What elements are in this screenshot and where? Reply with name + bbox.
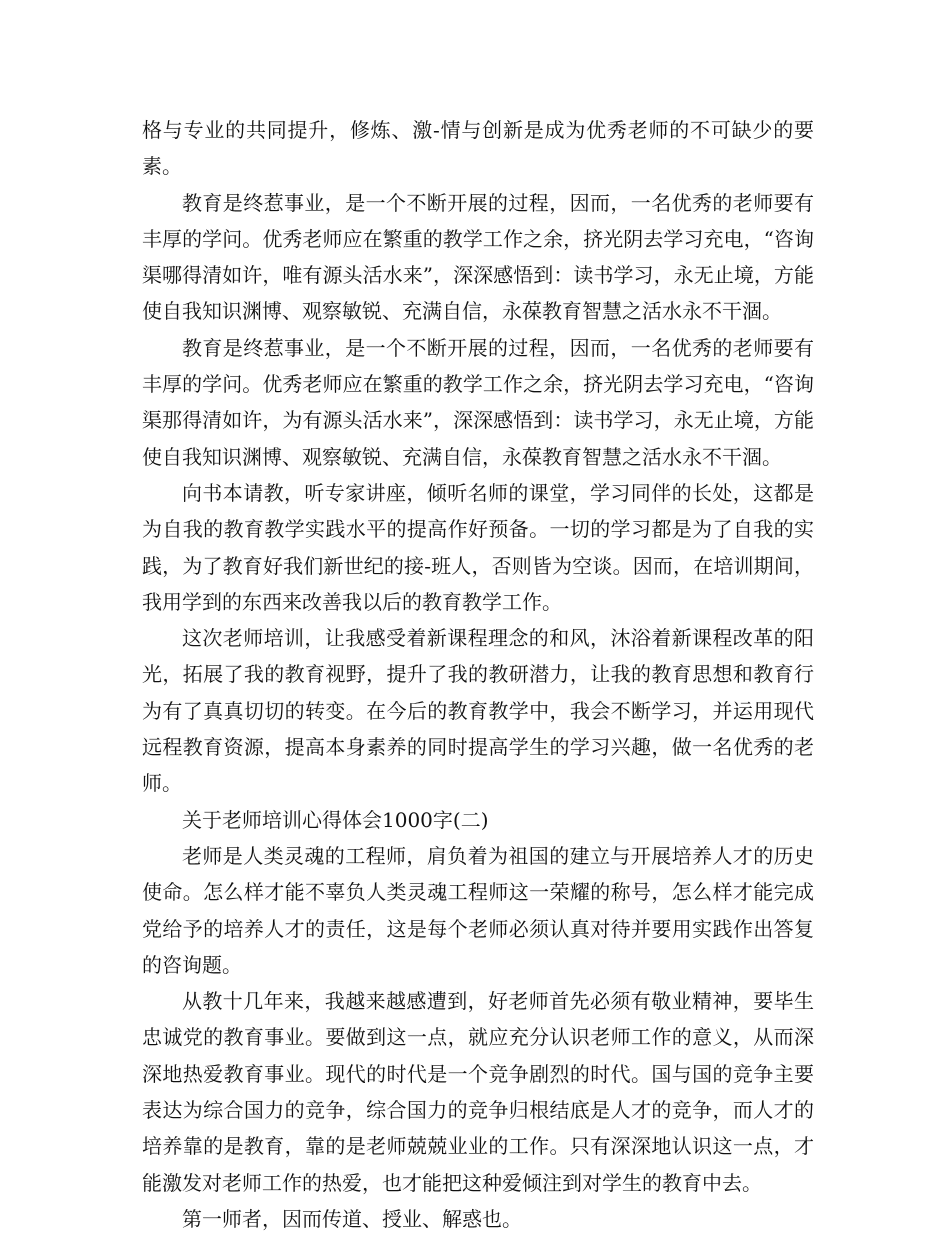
paragraph-continuation: 格与专业的共同提升，修炼、激-情与创新是成为优秀老师的不可缺少的要素。 [142,118,814,179]
section-heading: 关于老师培训心得体会1000字(二) [182,807,489,832]
paragraph: 第一师者，因而传道、授业、解惑也。 [182,1206,522,1231]
paragraph: 从教十几年来，我越来越感遭到，好老师首先必须有敬业精神，要毕生忠诚党的教育事业。要做到这一点，就应充分认识老师工作的意义，从而深深地热爱教育事业。现代的时代是一个竞争剧烈的时代。国与国的竞争主要表达为综合国力的竞争，综合国力的竞争归根结底是人才的竞争，而人才的培养靠的是教育，靠的是老师兢兢业业的工作。只有深深地认识这一点，才能激发对老师工作的热爱，也才能把这种爱倾注到对学生的教育中去。 [142,989,814,1195]
paragraph: 教育是终惹事业，是一个不断开展的过程，因而，一名优秀的老师要有丰厚的学问。优秀老师应在繁重的教学工作之余，挤光阴去学习充电，“咨询渠那得清如许，为有源头活水来”，深深感悟到：读书学习，永无止境，方能使自我知识渊博、观察敏锐、充满自信，永葆教育智慧之活水永不干涸。 [142,335,814,469]
paragraph: 向书本请教，听专家讲座，倾听名师的课堂，学习同伴的长处，这都是为自我的教育教学实践水平的提高作好预备。一切的学习都是为了自我的实践，为了教育好我们新世纪的接-班人，否则皆为空谈。因而，在培训期间，我用学到的东西来改善我以后的教育教学工作。 [142,480,814,614]
paragraph: 教育是终惹事业，是一个不断开展的过程，因而，一名优秀的老师要有丰厚的学问。优秀老师应在繁重的教学工作之余，挤光阴去学习充电，“咨询渠哪得清如许，唯有源头活水来”，深深感悟到：读书学习，永无止境，方能使自我知识渊博、观察敏锐、充满自信，永葆教育智慧之活水永不干涸。 [142,190,814,324]
paragraph: 老师是人类灵魂的工程师，肩负着为祖国的建立与开展培养人才的历史使命。怎么样才能不辜负人类灵魂工程师这一荣耀的称号，怎么样才能完成党给予的培养人才的责任，这是每个老师必须认真对待并要用实践作出答复的咨询题。 [142,843,814,977]
paragraph: 这次老师培训，让我感受着新课程理念的和风，沐浴着新课程改革的阳光，拓展了我的教育视野，提升了我的教研潜力，让我的教育思想和教育行为有了真真切切的转变。在今后的教育教学中，我会不断学习，并运用现代远程教育资源，提高本身素养的同时提高学生的学习兴趣，做一名优秀的老师。 [142,626,814,796]
document-body [142,112,814,1237]
